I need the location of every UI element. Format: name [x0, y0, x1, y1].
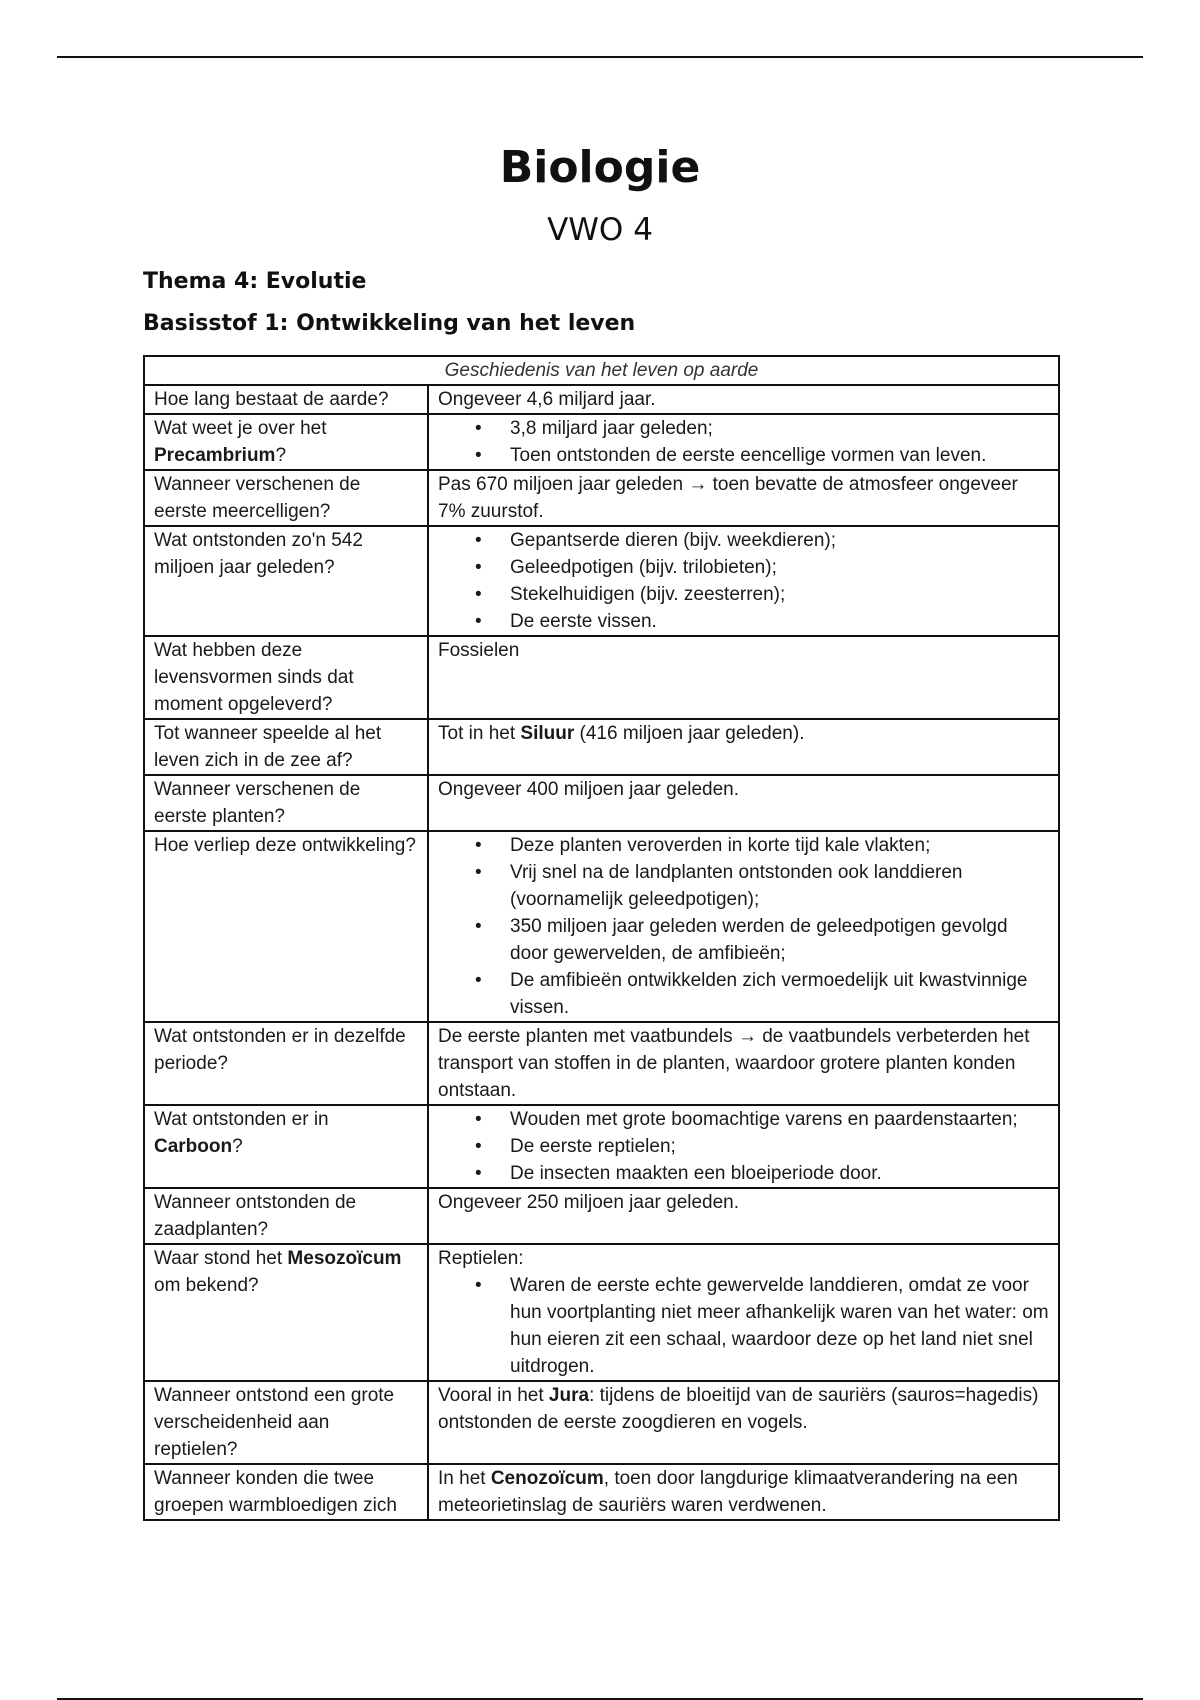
table-row	[144, 526, 1059, 636]
term-precambrium: Precambrium	[154, 445, 276, 466]
list-item: • 3,8 miljard jaar geleden;	[510, 415, 1049, 442]
list-item: • Geleedpotigen (bijv. trilobieten);	[510, 554, 1049, 581]
answer-cell	[428, 1105, 1059, 1188]
answer-cell: Pas 670 miljoen jaar geleden → toen bevatte de atmosfeer ongeveer 7% zuurstof.	[428, 470, 1059, 526]
list-item: • Wouden met grote boomachtige varens en paardenstaarten;	[510, 1106, 1049, 1133]
term-cenozoicum: Cenozoïcum	[490, 1468, 604, 1489]
table-row	[144, 1464, 1059, 1520]
question-cell: Wanneer verschenen de eerste meercelligen?	[144, 470, 428, 526]
question-cell: Wanneer konden die twee groepen warmbloedigen zich	[144, 1464, 428, 1520]
question-cell: Wat ontstonden er in dezelfde periode?	[144, 1022, 428, 1105]
table-row	[144, 1188, 1059, 1244]
question-cell: Wat hebben deze levensvormen sinds dat moment opgeleverd?	[144, 636, 428, 719]
list-item: • De amfibieën ontwikkelden zich vermoedelijk uit kwastvinnige vissen.	[510, 967, 1049, 1021]
question-cell: Wanneer ontstond een grote verscheidenheid aan reptielen?	[144, 1381, 428, 1464]
question-cell: Hoe lang bestaat de aarde?	[144, 385, 428, 414]
table-row	[144, 636, 1059, 719]
term-jura: Jura	[548, 1385, 590, 1406]
table-caption: Geschiedenis van het leven op aarde	[144, 356, 1059, 385]
answer-cell: Tot in het Siluur (416 miljoen jaar geleden).	[428, 719, 1059, 775]
list-item: • Waren de eerste echte gewervelde landdieren, omdat ze voor hun voortplanting niet meer afhankelijk waren van het water: om hun eieren zit een schaal, waardoor deze op het land niet snel uitdrogen.	[510, 1272, 1049, 1380]
question-cell: Wat ontstonden zo'n 542 miljoen jaar geleden?	[144, 526, 428, 636]
term-siluur: Siluur	[520, 723, 575, 744]
answer-cell: Fossielen	[428, 636, 1059, 719]
section-heading: Basisstof 1: Ontwikkeling van het leven	[143, 311, 636, 336]
top-rule	[57, 56, 1143, 58]
document-title: Biologie	[499, 142, 701, 193]
question-cell: Wat ontstonden er in Carboon?	[144, 1105, 428, 1188]
table-row	[144, 414, 1059, 470]
bullet-list	[438, 1272, 1049, 1380]
answer-cell: Vooral in het Jura: tijdens de bloeitijd van de sauriërs (sauros=hagedis) ontstonden de eerste zoogdieren en vogels.	[428, 1381, 1059, 1464]
table-row	[144, 385, 1059, 414]
table-row	[144, 831, 1059, 1022]
term-carboon: Carboon	[154, 1136, 233, 1157]
list-item: • De eerste vissen.	[510, 608, 1049, 635]
answer-cell	[428, 526, 1059, 636]
table-row	[144, 719, 1059, 775]
table-row	[144, 1381, 1059, 1464]
document-subtitle: VWO 4	[547, 212, 653, 248]
term-mesozoicum: Mesozoïcum	[287, 1248, 402, 1269]
answer-cell	[428, 414, 1059, 470]
question-cell: Waar stond het Mesozoïcum om bekend?	[144, 1244, 428, 1381]
bullet-list	[438, 415, 1049, 469]
question-cell: Tot wanneer speelde al het leven zich in de zee af?	[144, 719, 428, 775]
list-item: • Vrij snel na de landplanten ontstonden ook landdieren (voornamelijk geleedpotigen);	[510, 859, 1049, 913]
table-row	[144, 1105, 1059, 1188]
answer-cell	[428, 831, 1059, 1022]
list-item: • Toen ontstonden de eerste eencellige vormen van leven.	[510, 442, 1049, 469]
evolution-table	[143, 355, 1060, 1521]
bullet-list	[438, 832, 1049, 1021]
question-cell: Hoe verliep deze ontwikkeling?	[144, 831, 428, 1022]
bullet-list	[438, 1106, 1049, 1187]
list-item: • Gepantserde dieren (bijv. weekdieren);	[510, 527, 1049, 554]
answer-cell	[428, 1244, 1059, 1381]
answer-cell: Ongeveer 4,6 miljard jaar.	[428, 385, 1059, 414]
list-item: • 350 miljoen jaar geleden werden de geleedpotigen gevolgd door gewervelden, de amfibieën;	[510, 913, 1049, 967]
answer-cell: De eerste planten met vaatbundels → de vaatbundels verbeterden het transport van stoffen in de planten, waardoor grotere planten konden ontstaan.	[428, 1022, 1059, 1105]
question-cell: Wanneer ontstonden de zaadplanten?	[144, 1188, 428, 1244]
answer-cell: Ongeveer 250 miljoen jaar geleden.	[428, 1188, 1059, 1244]
theme-heading: Thema 4: Evolutie	[143, 269, 367, 294]
answer-intro: Reptielen:	[438, 1248, 524, 1269]
table-row	[144, 1022, 1059, 1105]
list-item: • Deze planten veroverden in korte tijd kale vlakten;	[510, 832, 1049, 859]
bullet-list	[438, 527, 1049, 635]
list-item: • De insecten maakten een bloeiperiode door.	[510, 1160, 1049, 1187]
list-item: • De eerste reptielen;	[510, 1133, 1049, 1160]
table-row	[144, 470, 1059, 526]
answer-cell: In het Cenozoïcum, toen door langdurige klimaatverandering na een meteorietinslag de sauriërs waren verdwenen.	[428, 1464, 1059, 1520]
table-row	[144, 1244, 1059, 1381]
table-row	[144, 775, 1059, 831]
question-cell: Wat weet je over het Precambrium?	[144, 414, 428, 470]
question-cell: Wanneer verschenen de eerste planten?	[144, 775, 428, 831]
answer-cell: Ongeveer 400 miljoen jaar geleden.	[428, 775, 1059, 831]
table-caption-row	[144, 356, 1059, 385]
list-item: • Stekelhuidigen (bijv. zeesterren);	[510, 581, 1049, 608]
